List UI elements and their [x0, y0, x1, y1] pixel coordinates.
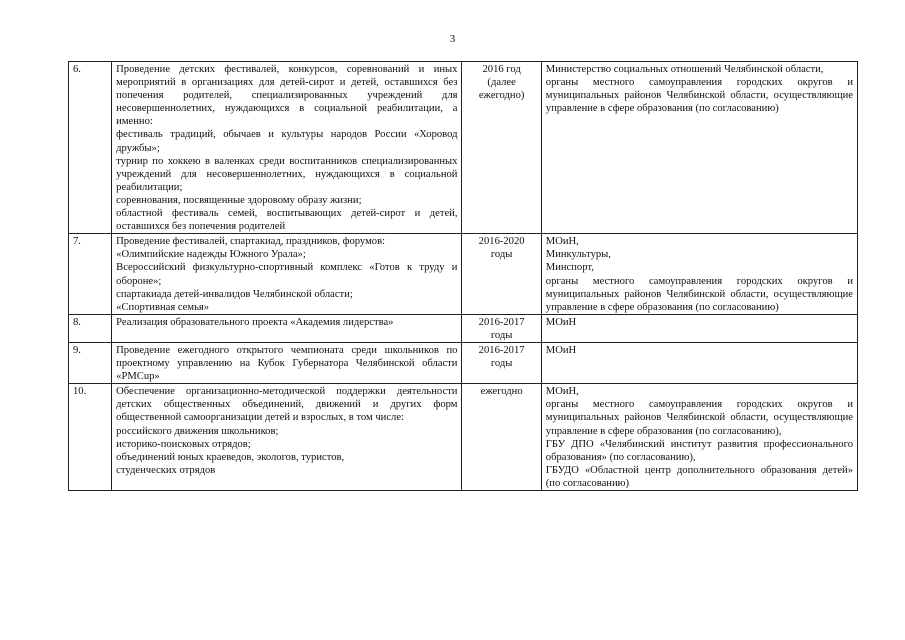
date-line: ежегодно) [478, 90, 525, 102]
date-line: годы [490, 249, 513, 261]
date-line: годы [490, 358, 513, 370]
table-row [69, 384, 858, 491]
event-line: «Олимпийские надежды Южного Урала»; [116, 249, 306, 261]
date-cell [462, 234, 541, 315]
page-number: 3 [449, 33, 456, 45]
responsible-line: МОиН [545, 316, 577, 328]
event-line: студенческих отрядов [116, 464, 216, 476]
event-cell [112, 384, 462, 491]
row-number: 6. [69, 62, 112, 234]
event-line: Проведение ежегодного открытого чемпионата среди школьников по проектному управлению на Кубок Губернатора Челябинской области «PMCup» [116, 344, 458, 383]
responsible-line: Минспорт, [545, 262, 594, 274]
responsible-cell [541, 234, 857, 315]
row-number: 8. [69, 314, 112, 342]
date-line: (далее [487, 77, 516, 89]
responsible-line: органы местного самоуправления городских округов и муниципальных районов Челябинской области, осуществляющие управление в сфере образования (по согласованию) [545, 275, 853, 313]
responsible-line: ГБУ ДПО «Челябинский институт развития профессионального образования» (по согласованию), [545, 438, 853, 463]
event-line: «Спортивная семья» [116, 301, 210, 313]
responsible-line: Минкультуры, [545, 249, 611, 261]
responsible-line: органы местного самоуправления городских округов и муниципальных районов Челябинской области, осуществляющие управление в сфере образования (по согласованию) [545, 77, 853, 115]
table-row [69, 234, 858, 315]
event-line: историко-поисковых отрядов; [116, 438, 251, 450]
event-line: областной фестиваль семей, воспитывающих детей-сирот и детей, оставшихся без попечения родителей [116, 208, 458, 233]
date-cell [462, 314, 541, 342]
event-line: турнир по хоккею в валенках среди воспитанников специализированных учреждений для несовершеннолетних, нуждающихся в социальной реабилитации; [116, 155, 458, 193]
date-line: 2016-2017 [478, 316, 525, 328]
activities-table [68, 61, 858, 491]
responsible-line: МОиН [545, 344, 577, 356]
responsible-line: Министерство социальных отношений Челябинской области, [545, 64, 824, 75]
date-line: 2016-2020 [478, 236, 525, 248]
table-row [69, 342, 858, 383]
date-line: 2016-2017 [478, 344, 525, 356]
responsible-cell [541, 314, 857, 342]
table-row [69, 314, 858, 342]
event-line: Всероссийский физкультурно-спортивный комплекс «Готов к труду и обороне»; [116, 262, 458, 287]
responsible-cell [541, 342, 857, 383]
event-line: объединений юных краеведов, экологов, туристов, [116, 451, 345, 463]
row-number: 10. [69, 384, 112, 491]
date-line: 2016 год [482, 64, 521, 75]
event-line: Обеспечение организационно-методической поддержки деятельности детских общественных объединений, движений и других форм общественной самоорганизации детей и взрослых, в том числе: [116, 386, 458, 424]
date-cell [462, 384, 541, 491]
responsible-line: органы местного самоуправления городских округов и муниципальных районов Челябинской области, осуществляющие управление в сфере образования (по согласованию), [545, 399, 853, 437]
event-line: Проведение детских фестивалей, конкурсов, соревнований и иных мероприятий в организациях для детей-сирот и детей, оставшихся без попечения родителей, специализированных учреждений для несовершеннолетних, нуждающихся в социальной реабилитации, а именно: [116, 64, 458, 128]
date-line: ежегодно [480, 386, 523, 398]
event-cell [112, 62, 462, 234]
row-number: 7. [69, 234, 112, 315]
responsible-cell [541, 384, 857, 491]
date-cell [462, 342, 541, 383]
responsible-cell [541, 62, 857, 234]
event-cell [112, 314, 462, 342]
responsible-line: МОиН, [545, 236, 579, 248]
event-line: российского движения школьников; [116, 425, 279, 437]
event-line: Реализация образовательного проекта «Академия лидерства» [116, 316, 394, 328]
table-row [69, 62, 858, 234]
event-line: спартакиада детей-инвалидов Челябинской области; [116, 288, 353, 300]
row-number: 9. [69, 342, 112, 383]
event-line: соревнования, посвященные здоровому образу жизни; [116, 194, 362, 206]
responsible-line: ГБУДО «Областной центр дополнительного образования детей» (по согласованию) [545, 464, 853, 489]
event-line: фестиваль традиций, обычаев и культуры народов России «Хоровод дружбы»; [116, 129, 458, 154]
event-line: Проведение фестивалей, спартакиад, праздников, форумов: [116, 236, 386, 248]
event-cell [112, 234, 462, 315]
date-cell [462, 62, 541, 234]
responsible-line: МОиН, [545, 386, 579, 398]
event-cell [112, 342, 462, 383]
date-line: годы [490, 329, 513, 341]
